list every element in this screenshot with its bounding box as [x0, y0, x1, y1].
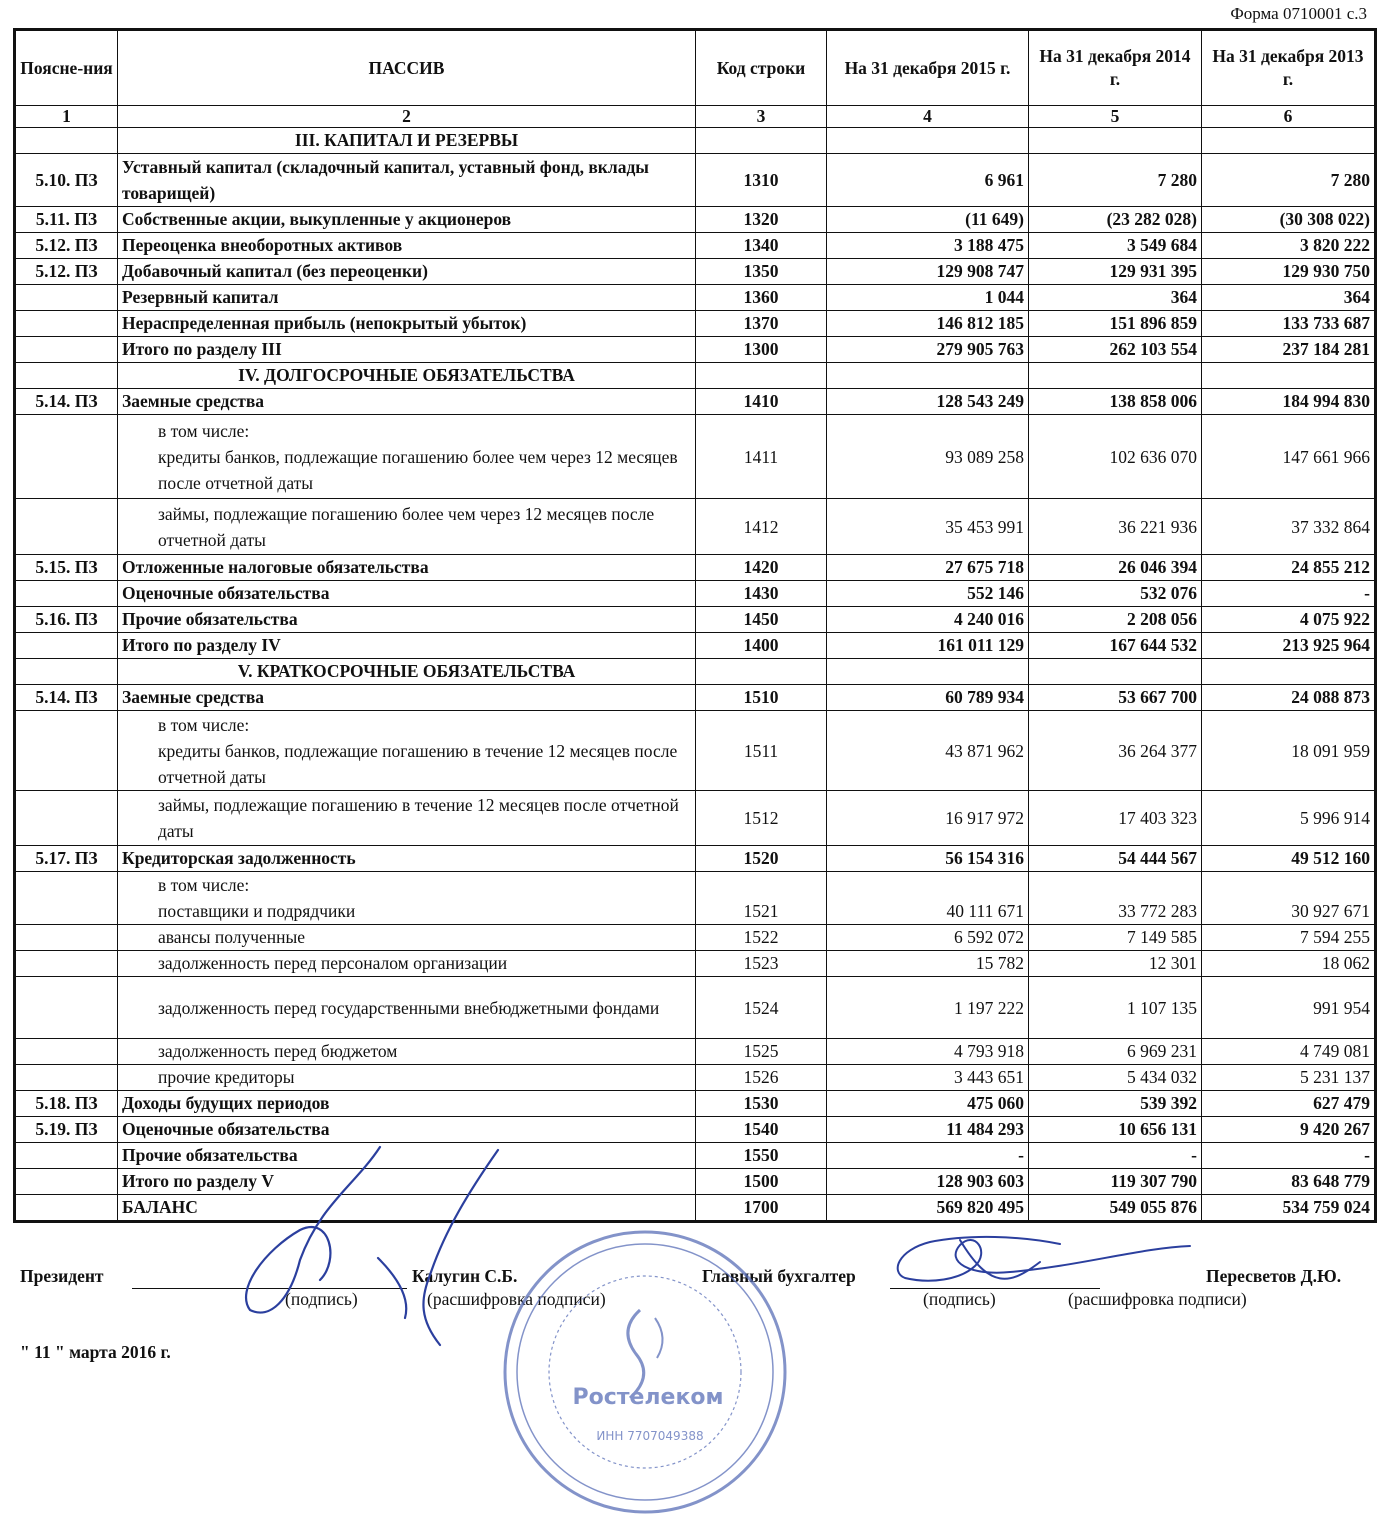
- value-2015: 1 197 222: [827, 977, 1029, 1039]
- table-body: [15, 128, 1376, 1222]
- row-label: задолженность перед бюджетом: [118, 1039, 696, 1065]
- row-code: 1430: [696, 581, 827, 607]
- row-note: [15, 499, 118, 555]
- president-sign-hint: (подпись): [285, 1289, 358, 1309]
- row-label: прочие кредиторы: [118, 1065, 696, 1091]
- row-code: 1525: [696, 1039, 827, 1065]
- chief-decode-hint: (расшифровка подписи): [1068, 1289, 1247, 1309]
- table-row: [15, 363, 1376, 389]
- row-code: 1521: [696, 872, 827, 925]
- row-code: 1522: [696, 925, 827, 951]
- value-2013: 18 062: [1202, 951, 1376, 977]
- value-2015: 129 908 747: [827, 259, 1029, 285]
- chief-accountant-label: Главный бухгалтер: [702, 1266, 856, 1286]
- table-row: [15, 1091, 1376, 1117]
- row-note: [15, 285, 118, 311]
- row-code: 1450: [696, 607, 827, 633]
- stamp-inn: ИНН 7707049388: [596, 1429, 704, 1443]
- value-2013: 627 479: [1202, 1091, 1376, 1117]
- value-2013: 213 925 964: [1202, 633, 1376, 659]
- table-row: [15, 659, 1376, 685]
- header-2013: На 31 декабря 2013 г.: [1202, 30, 1376, 106]
- balance-table: [13, 28, 1377, 1223]
- row-note: 5.17. ПЗ: [15, 846, 118, 872]
- row-note: [15, 872, 118, 925]
- value-2014: 549 055 876: [1029, 1195, 1202, 1222]
- value-2013: 991 954: [1202, 977, 1376, 1039]
- empty-cell: [1029, 659, 1202, 685]
- row-code: 1310: [696, 154, 827, 207]
- empty-cell: [1029, 128, 1202, 154]
- empty-cell: [1202, 128, 1376, 154]
- row-code: 1350: [696, 259, 827, 285]
- row-code: 1512: [696, 791, 827, 846]
- signature-area: [0, 1230, 1387, 1529]
- value-2014: 539 392: [1029, 1091, 1202, 1117]
- value-2013: 237 184 281: [1202, 337, 1376, 363]
- value-2014: 138 858 006: [1029, 389, 1202, 415]
- row-note: [15, 925, 118, 951]
- value-2014: 33 772 283: [1029, 872, 1202, 925]
- column-number: 2: [118, 106, 696, 128]
- value-2013: 184 994 830: [1202, 389, 1376, 415]
- table-row: [15, 607, 1376, 633]
- row-label: займы, подлежащие погашению в течение 12 месяцев после отчетной даты: [118, 791, 696, 846]
- table-row: [15, 1195, 1376, 1222]
- value-2013: 37 332 864: [1202, 499, 1376, 555]
- header-2014: На 31 декабря 2014 г.: [1029, 30, 1202, 106]
- table-row: [15, 128, 1376, 154]
- stamp-brand: Ростелеком: [572, 1385, 724, 1410]
- table-row: [15, 337, 1376, 363]
- value-2014: 17 403 323: [1029, 791, 1202, 846]
- table-row: [15, 555, 1376, 581]
- table-row: [15, 872, 1376, 925]
- value-2013: 18 091 959: [1202, 711, 1376, 791]
- row-code: 1530: [696, 1091, 827, 1117]
- value-2015: 4 793 918: [827, 1039, 1029, 1065]
- value-2014: 54 444 567: [1029, 846, 1202, 872]
- row-label: Оценочные обязательства: [118, 581, 696, 607]
- header-liabilities: ПАССИВ: [118, 30, 696, 106]
- row-label: займы, подлежащие погашению более чем через 12 месяцев после отчетной даты: [118, 499, 696, 555]
- table-row: [15, 711, 1376, 791]
- signing-date: " 11 " марта 2016 г.: [20, 1342, 171, 1362]
- table-row: [15, 1143, 1376, 1169]
- value-2014: 7 149 585: [1029, 925, 1202, 951]
- row-code: 1411: [696, 415, 827, 499]
- table-row: [15, 1065, 1376, 1091]
- empty-cell: [1202, 659, 1376, 685]
- value-2015: 161 011 129: [827, 633, 1029, 659]
- value-2014: 6 969 231: [1029, 1039, 1202, 1065]
- row-label: Добавочный капитал (без переоценки): [118, 259, 696, 285]
- value-2015: 552 146: [827, 581, 1029, 607]
- row-label: Уставный капитал (складочный капитал, уставный фонд, вклады товарищей): [118, 154, 696, 207]
- row-note: 5.19. ПЗ: [15, 1117, 118, 1143]
- value-2014: 3 549 684: [1029, 233, 1202, 259]
- row-label: Прочие обязательства: [118, 1143, 696, 1169]
- row-note: [15, 311, 118, 337]
- row-label: Нераспределенная прибыль (непокрытый убыток): [118, 311, 696, 337]
- row-label: в том числе: кредиты банков, подлежащие погашению в течение 12 месяцев после отчетной даты: [118, 711, 696, 791]
- row-note: 5.14. ПЗ: [15, 685, 118, 711]
- value-2014: 10 656 131: [1029, 1117, 1202, 1143]
- column-number: 4: [827, 106, 1029, 128]
- row-label: в том числе: поставщики и подрядчики: [118, 872, 696, 925]
- value-2014: 7 280: [1029, 154, 1202, 207]
- value-2015: 569 820 495: [827, 1195, 1029, 1222]
- row-note: [15, 633, 118, 659]
- row-code: 1700: [696, 1195, 827, 1222]
- value-2015: 146 812 185: [827, 311, 1029, 337]
- empty-cell: [827, 363, 1029, 389]
- row-note: 5.14. ПЗ: [15, 389, 118, 415]
- value-2014: 532 076: [1029, 581, 1202, 607]
- row-code: 1526: [696, 1065, 827, 1091]
- value-2015: 16 917 972: [827, 791, 1029, 846]
- table-row: [15, 791, 1376, 846]
- president-label: Президент: [20, 1266, 104, 1286]
- row-note: 5.16. ПЗ: [15, 607, 118, 633]
- row-code: 1300: [696, 337, 827, 363]
- value-2015: 6 961: [827, 154, 1029, 207]
- row-note: [15, 977, 118, 1039]
- row-code: 1320: [696, 207, 827, 233]
- value-2014: 36 221 936: [1029, 499, 1202, 555]
- row-label: БАЛАНС: [118, 1195, 696, 1222]
- value-2015: 40 111 671: [827, 872, 1029, 925]
- form-code: Форма 0710001 с.3: [1230, 4, 1367, 23]
- row-label: Итого по разделу III: [118, 337, 696, 363]
- value-2015: 56 154 316: [827, 846, 1029, 872]
- empty-cell: [696, 659, 827, 685]
- president-decode-hint: (расшифровка подписи): [427, 1289, 606, 1309]
- value-2015: 4 240 016: [827, 607, 1029, 633]
- row-label: Итого по разделу IV: [118, 633, 696, 659]
- value-2013: 7 280: [1202, 154, 1376, 207]
- president-signature-line: [132, 1288, 407, 1289]
- table-row: [15, 285, 1376, 311]
- table-row: [15, 1039, 1376, 1065]
- value-2015: -: [827, 1143, 1029, 1169]
- value-2014: 129 931 395: [1029, 259, 1202, 285]
- value-2013: 129 930 750: [1202, 259, 1376, 285]
- row-label: задолженность перед государственными внебюджетными фондами: [118, 977, 696, 1039]
- row-code: 1370: [696, 311, 827, 337]
- value-2014: 119 307 790: [1029, 1169, 1202, 1195]
- value-2013: 5 996 914: [1202, 791, 1376, 846]
- row-code: 1420: [696, 555, 827, 581]
- value-2014: 262 103 554: [1029, 337, 1202, 363]
- row-note: 5.10. ПЗ: [15, 154, 118, 207]
- column-number: 5: [1029, 106, 1202, 128]
- empty-cell: [827, 128, 1029, 154]
- value-2015: 6 592 072: [827, 925, 1029, 951]
- table-row: [15, 389, 1376, 415]
- row-note: 5.12. ПЗ: [15, 259, 118, 285]
- value-2013: -: [1202, 1143, 1376, 1169]
- empty-cell: [696, 363, 827, 389]
- value-2014: 2 208 056: [1029, 607, 1202, 633]
- table-row: [15, 311, 1376, 337]
- value-2013: (30 308 022): [1202, 207, 1376, 233]
- table-row: [15, 207, 1376, 233]
- row-label: Кредиторская задолженность: [118, 846, 696, 872]
- value-2013: 24 855 212: [1202, 555, 1376, 581]
- value-2013: 9 420 267: [1202, 1117, 1376, 1143]
- value-2013: 4 075 922: [1202, 607, 1376, 633]
- value-2015: 35 453 991: [827, 499, 1029, 555]
- row-label: авансы полученные: [118, 925, 696, 951]
- row-label: задолженность перед персоналом организации: [118, 951, 696, 977]
- row-code: 1511: [696, 711, 827, 791]
- value-2014: 5 434 032: [1029, 1065, 1202, 1091]
- row-note: [15, 951, 118, 977]
- row-code: 1520: [696, 846, 827, 872]
- empty-cell: [696, 128, 827, 154]
- value-2015: 128 903 603: [827, 1169, 1029, 1195]
- value-2013: 3 820 222: [1202, 233, 1376, 259]
- row-code: 1500: [696, 1169, 827, 1195]
- value-2015: 11 484 293: [827, 1117, 1029, 1143]
- row-note: [15, 1065, 118, 1091]
- value-2015: 93 089 258: [827, 415, 1029, 499]
- value-2013: 49 512 160: [1202, 846, 1376, 872]
- value-2014: 102 636 070: [1029, 415, 1202, 499]
- row-code: 1400: [696, 633, 827, 659]
- value-2014: 151 896 859: [1029, 311, 1202, 337]
- value-2014: 364: [1029, 285, 1202, 311]
- header-code: Код строки: [696, 30, 827, 106]
- empty-cell: [827, 659, 1029, 685]
- value-2014: (23 282 028): [1029, 207, 1202, 233]
- row-note: [15, 337, 118, 363]
- value-2013: 7 594 255: [1202, 925, 1376, 951]
- value-2015: 3 443 651: [827, 1065, 1029, 1091]
- value-2013: 4 749 081: [1202, 1039, 1376, 1065]
- table-row: [15, 951, 1376, 977]
- column-number: 3: [696, 106, 827, 128]
- value-2014: 167 644 532: [1029, 633, 1202, 659]
- value-2014: 26 046 394: [1029, 555, 1202, 581]
- empty-cell: [1029, 363, 1202, 389]
- value-2014: 1 107 135: [1029, 977, 1202, 1039]
- value-2013: 534 759 024: [1202, 1195, 1376, 1222]
- value-2014: 36 264 377: [1029, 711, 1202, 791]
- value-2013: 147 661 966: [1202, 415, 1376, 499]
- row-code: 1523: [696, 951, 827, 977]
- value-2014: -: [1029, 1143, 1202, 1169]
- column-number: 1: [15, 106, 118, 128]
- table-row: [15, 1169, 1376, 1195]
- value-2015: 475 060: [827, 1091, 1029, 1117]
- row-code: 1340: [696, 233, 827, 259]
- value-2015: 128 543 249: [827, 389, 1029, 415]
- value-2014: 53 667 700: [1029, 685, 1202, 711]
- value-2015: 3 188 475: [827, 233, 1029, 259]
- row-note: [15, 415, 118, 499]
- value-2013: 30 927 671: [1202, 872, 1376, 925]
- table-row: [15, 154, 1376, 207]
- table-header-row: [15, 30, 1376, 106]
- row-label: Итого по разделу V: [118, 1169, 696, 1195]
- row-code: 1412: [696, 499, 827, 555]
- row-code: 1524: [696, 977, 827, 1039]
- value-2015: 43 871 962: [827, 711, 1029, 791]
- value-2013: 83 648 779: [1202, 1169, 1376, 1195]
- empty-cell: [15, 659, 118, 685]
- value-2015: 15 782: [827, 951, 1029, 977]
- table-row: [15, 633, 1376, 659]
- row-label: Оценочные обязательства: [118, 1117, 696, 1143]
- row-note: 5.11. ПЗ: [15, 207, 118, 233]
- row-code: 1410: [696, 389, 827, 415]
- row-label: Доходы будущих периодов: [118, 1091, 696, 1117]
- value-2015: 1 044: [827, 285, 1029, 311]
- section-title: III. КАПИТАЛ И РЕЗЕРВЫ: [118, 128, 696, 154]
- header-2015: На 31 декабря 2015 г.: [827, 30, 1029, 106]
- value-2015: 279 905 763: [827, 337, 1029, 363]
- row-note: [15, 791, 118, 846]
- table-row: [15, 233, 1376, 259]
- column-number: 6: [1202, 106, 1376, 128]
- row-note: [15, 1143, 118, 1169]
- value-2013: 364: [1202, 285, 1376, 311]
- value-2013: 24 088 873: [1202, 685, 1376, 711]
- value-2013: -: [1202, 581, 1376, 607]
- chief-sign-hint: (подпись): [923, 1289, 996, 1309]
- section-title: IV. ДОЛГОСРОЧНЫЕ ОБЯЗАТЕЛЬСТВА: [118, 363, 696, 389]
- row-label: Переоценка внеоборотных активов: [118, 233, 696, 259]
- row-note: [15, 711, 118, 791]
- table-row: [15, 977, 1376, 1039]
- table-row: [15, 415, 1376, 499]
- row-note: [15, 1195, 118, 1222]
- row-note: [15, 581, 118, 607]
- row-label: Отложенные налоговые обязательства: [118, 555, 696, 581]
- value-2015: 60 789 934: [827, 685, 1029, 711]
- row-label: Прочие обязательства: [118, 607, 696, 633]
- row-label: в том числе: кредиты банков, подлежащие погашению более чем через 12 месяцев после отчетной даты: [118, 415, 696, 499]
- value-2013: 5 231 137: [1202, 1065, 1376, 1091]
- header-notes: Поясне-ния: [15, 30, 118, 106]
- value-2013: 133 733 687: [1202, 311, 1376, 337]
- value-2015: 27 675 718: [827, 555, 1029, 581]
- table-row: [15, 846, 1376, 872]
- table-row: [15, 499, 1376, 555]
- row-note: 5.15. ПЗ: [15, 555, 118, 581]
- table-row: [15, 685, 1376, 711]
- row-code: 1510: [696, 685, 827, 711]
- value-2014: 12 301: [1029, 951, 1202, 977]
- column-number-row: [15, 106, 1376, 128]
- value-2015: (11 649): [827, 207, 1029, 233]
- row-code: 1550: [696, 1143, 827, 1169]
- table-row: [15, 1117, 1376, 1143]
- empty-cell: [15, 363, 118, 389]
- table-row: [15, 259, 1376, 285]
- row-label: Заемные средства: [118, 389, 696, 415]
- section-title: V. КРАТКОСРОЧНЫЕ ОБЯЗАТЕЛЬСТВА: [118, 659, 696, 685]
- table-row: [15, 581, 1376, 607]
- row-note: 5.18. ПЗ: [15, 1091, 118, 1117]
- empty-cell: [1202, 363, 1376, 389]
- row-note: 5.12. ПЗ: [15, 233, 118, 259]
- empty-cell: [15, 128, 118, 154]
- row-code: 1360: [696, 285, 827, 311]
- president-name: Калугин С.Б.: [412, 1266, 518, 1286]
- row-label: Резервный капитал: [118, 285, 696, 311]
- row-label: Заемные средства: [118, 685, 696, 711]
- row-label: Собственные акции, выкупленные у акционеров: [118, 207, 696, 233]
- row-note: [15, 1039, 118, 1065]
- row-code: 1540: [696, 1117, 827, 1143]
- row-note: [15, 1169, 118, 1195]
- table-row: [15, 925, 1376, 951]
- chief-accountant-name: Пересветов Д.Ю.: [1206, 1266, 1342, 1286]
